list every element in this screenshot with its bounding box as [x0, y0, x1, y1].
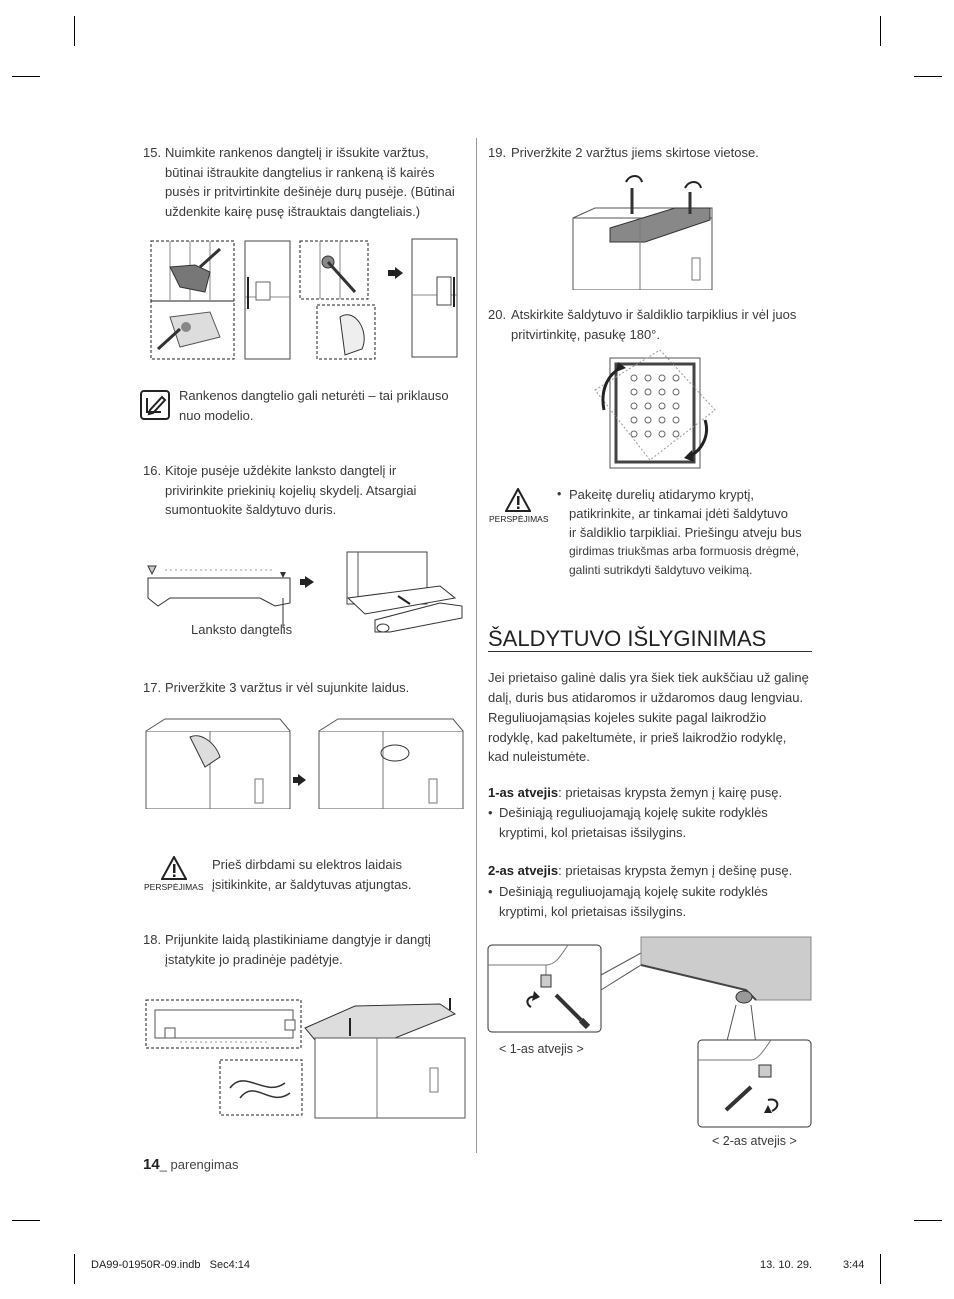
step-16-text: [165, 461, 475, 520]
step-15-number: 15.: [143, 145, 162, 160]
text-line: būtinai ištraukite dangtelius ir rankeną iš kairės: [165, 164, 435, 180]
text-line: galinti sutrikdyti šaldytuvo veikimą.: [569, 563, 753, 577]
figure-screws-wires: [145, 717, 467, 809]
text-line: nuo modelio.: [179, 407, 254, 423]
text-line: Dešiniąją reguliuojamąją kojelę sukite rodyklės: [499, 884, 768, 899]
figure-hinge-cover: [140, 548, 465, 640]
text-line: Dešiniąją reguliuojamąją kojelę sukite rodyklės: [499, 805, 768, 820]
text-line: Atskirkite šaldytuvo ir šaldiklio tarpiklius ir vėl juos: [511, 307, 797, 322]
step-20-number: 20.: [488, 307, 507, 322]
text-line: kryptimi, kol prietaisas išsilygins.: [499, 824, 687, 840]
step-18-text: [165, 930, 475, 969]
crop-mark: [914, 76, 942, 77]
figure-gasket-rotate: [590, 350, 720, 475]
text-line: Jei prietaiso galinė dalis yra šiek tiek aukščiau už galinę: [488, 670, 809, 685]
footer-time: 3:44: [843, 1259, 865, 1271]
step-19-text: Priveržkite 2 varžtus jiems skirtose vietose.: [511, 145, 759, 160]
text-line: uždenkite kairę pusę ištrauktais dangteliais.): [165, 203, 421, 219]
bullet: •: [488, 805, 493, 820]
intro-paragraph-1: [488, 668, 818, 707]
case-2-caption: < 2-as atvejis >: [712, 1134, 797, 1148]
text-line: pritvirtinkitę, pasukę 180°.: [511, 326, 660, 342]
figure-two-screws: [570, 170, 720, 290]
warning-label: PERSPĖJIMAS: [144, 882, 204, 892]
text-line: įstatykite jo pradinėje padėtyje.: [165, 951, 343, 967]
crop-mark: [74, 1254, 75, 1284]
note-text: [179, 386, 469, 425]
footer-date: 13. 10. 29.: [760, 1259, 812, 1271]
case-1-line: [488, 783, 782, 803]
hinge-cover-caption: Lanksto dangtelis: [191, 622, 293, 637]
text-line: pusės ir pritvirtinkite dešinėje durų pusėje. (Būtinai: [165, 184, 455, 199]
footer-file: DA99-01950R-09.indb Sec4:14: [91, 1259, 250, 1271]
text-line: kryptimi, kol prietaisas išsilygins.: [499, 903, 687, 919]
case-2-title: 2-as atvejis: [488, 863, 559, 878]
text-line: Prijunkite laidą plastikiniame dangtyje ir dangtį: [165, 932, 431, 947]
crop-mark: [914, 1220, 942, 1221]
case-1-caption: < 1-as atvejis >: [499, 1042, 584, 1056]
crop-mark: [880, 16, 881, 46]
text-line: patikrinkite, ar tinkamai įdėti šaldytuvo: [569, 506, 788, 521]
warning-label: PERSPĖJIMAS: [489, 514, 549, 524]
step-15-text: [165, 143, 475, 221]
text-line: Kitoje pusėje uždėkite lanksto dangtelį ir: [165, 463, 397, 478]
case-2-text: : prietaisas krypsta žemyn į dešinę pusę.: [558, 863, 793, 878]
heading-rule: [488, 651, 812, 652]
text-line: Prieš dirbdami su elektros laidais: [212, 857, 403, 872]
warning-text: [212, 855, 472, 894]
warning-bullet: •: [557, 487, 562, 501]
page-section: _ parengimas: [159, 1157, 239, 1172]
step-16-number: 16.: [143, 463, 162, 478]
text-line: įsitikinkite, ar šaldytuvas atjungtas.: [212, 876, 412, 892]
crop-mark: [74, 16, 75, 46]
text-line: Rankenos dangtelio gali neturėti – tai priklauso: [179, 388, 449, 403]
warning-icon: [505, 488, 531, 512]
step-20-text: [511, 305, 821, 344]
crop-mark: [12, 1220, 40, 1221]
text-line: Reguliuojamąsias kojeles sukite pagal laikrodžio: [488, 710, 767, 725]
section-heading: ŠALDYTUVO IŠLYGINIMAS: [488, 626, 767, 651]
figure-handle-cover: [150, 237, 470, 367]
case-1-title: 1-as atvejis: [488, 785, 559, 800]
case-2-line: [488, 861, 792, 881]
crop-mark: [880, 1254, 881, 1284]
step-19-number: 19.: [488, 145, 507, 160]
column-divider: [476, 138, 477, 1153]
text-line: girdimas triukšmas arba formuosis drėgmė,: [569, 544, 800, 558]
text-line: Nuimkite rankenos dangtelį ir išsukite varžtus,: [165, 145, 429, 160]
case-1-bullet: [499, 803, 819, 842]
warning-icon: [161, 856, 187, 880]
text-line: dalį, duris bus atidaromos ir uždaromos daug lengviau.: [488, 689, 804, 705]
text-line: rodyklę, kad pakeltumėte, ir prieš laikrodžio rodyklę,: [488, 729, 787, 745]
intro-paragraph-2: [488, 708, 818, 767]
page-number-value: 14: [143, 1156, 160, 1173]
step-18-number: 18.: [143, 932, 162, 947]
step-17-number: 17.: [143, 680, 162, 695]
text-line: privirinkite priekinių kojelių skydelį. Atsargiai: [165, 482, 417, 498]
text-line: Pakeitę durelių atidarymo kryptį,: [569, 487, 754, 502]
page-number: [143, 1156, 238, 1173]
figure-leveling: [486, 935, 816, 1130]
case-2-bullet: [499, 882, 819, 921]
crop-mark: [12, 76, 40, 77]
text-line: sumontuokite šaldytuvo duris.: [165, 502, 337, 517]
warning-text: [569, 485, 819, 580]
text-line: ir šaldiklio tarpikliai. Priešingu atveju bus: [569, 525, 802, 540]
bullet: •: [488, 884, 493, 899]
text-line: kad nuleistumėte.: [488, 749, 590, 764]
case-1-text: : prietaisas krypsta žemyn į kairę pusę.: [558, 785, 783, 800]
step-17-text: Priveržkite 3 varžtus ir vėl sujunkite laidus.: [165, 680, 410, 695]
figure-plastic-cover: [145, 998, 467, 1120]
note-icon: [140, 390, 170, 420]
